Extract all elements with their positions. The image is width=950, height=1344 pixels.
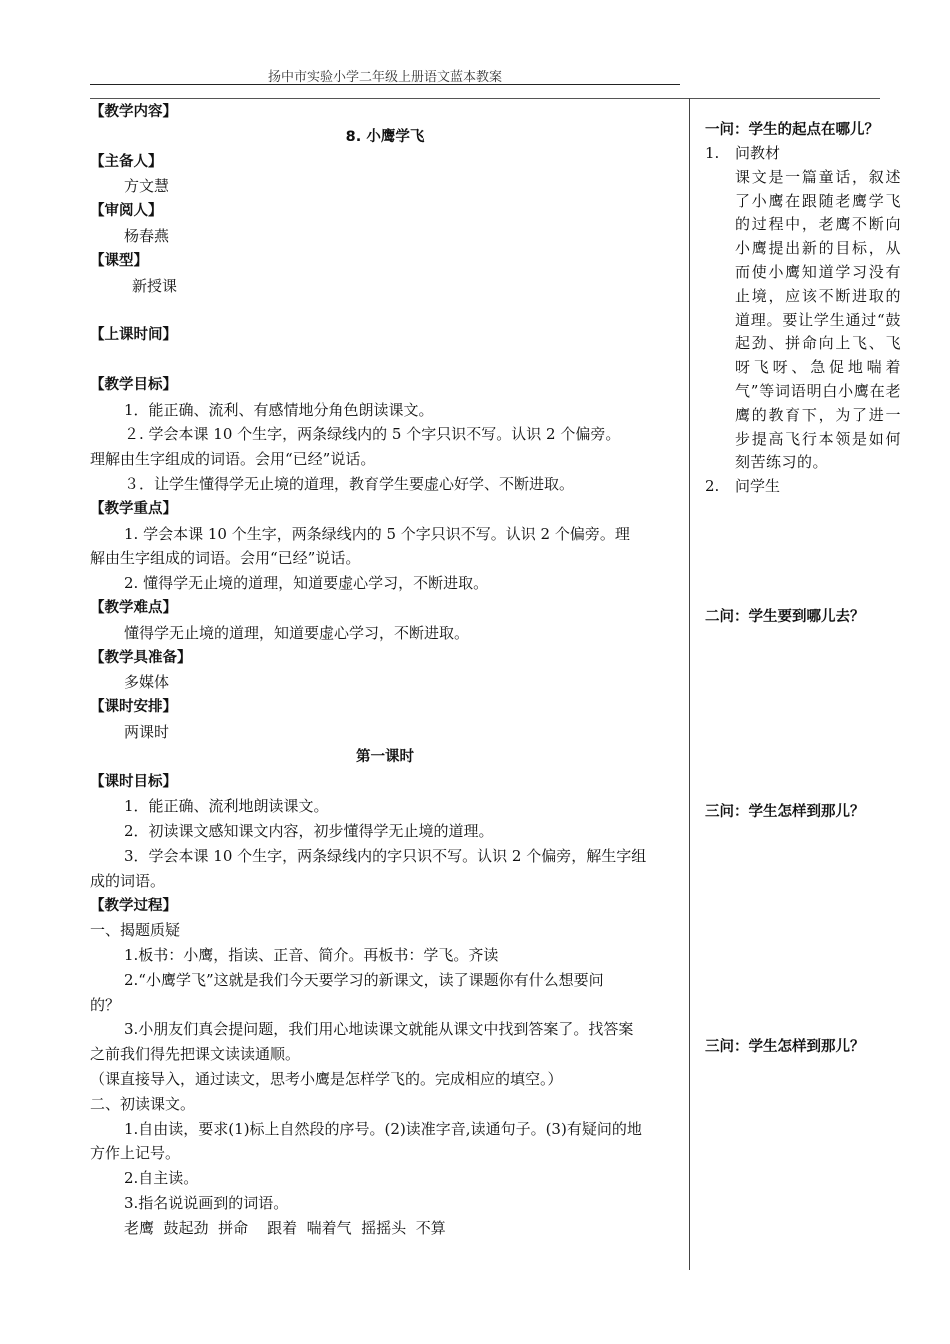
side-item-2-number: 2. [705,477,720,496]
section2-item: 2.自主读。 [124,1169,199,1188]
side-question-2: 二问：学生要到哪儿去？ [705,609,865,625]
preparer-name: 方文慧 [124,177,170,196]
goals-label: 【教学目标】 [90,376,177,393]
class-time-label: 【上课时间】 [90,327,177,344]
materials-text: 多媒体 [124,673,170,692]
lesson-title: 8. 小鹰学飞 [345,128,425,145]
key-point-item: 1. 学会本课 10 个生字，两条绿线内的 5 个字只识不写。认识 2 个偏旁。理 [124,524,630,543]
period-goal-item: 2．初读课文感知课文内容，初步懂得学无止境的道理。 [124,822,494,841]
side-item-2 [705,475,901,499]
materials-label: 【教学具准备】 [90,649,192,666]
side-notes [705,142,901,499]
key-point-item: 解由生字组成的词语。会用“已经”说话。 [90,549,361,568]
lesson-plan-main [90,100,680,1241]
section1-note: （课直接导入，通过读文，思考小鹰是怎样学飞的。完成相应的填空。） [90,1070,563,1089]
section1-item: 之前我们得先把课文读读通顺。 [90,1045,301,1064]
goal-item: 理解由生字组成的词语。会用“已经”说话。 [90,450,376,469]
period-goals-label: 【课时目标】 [90,773,177,790]
reviewer-label: 【审阅人】 [90,203,163,220]
side-question-3: 三问：学生怎样到那儿？ [705,804,865,820]
column-divider [689,98,690,1270]
section1-item: 3.小朋友们真会提问题，我们用心地读课文就能从课文中找到答案了。找答案 [124,1020,634,1039]
side-question-4: 三问：学生怎样到那儿？ [705,1039,865,1055]
side-item-2-title: 问学生 [735,477,781,496]
key-point-item: 2. 懂得学无止境的道理，知道要虚心学习，不断进取。 [124,574,489,593]
key-points-label: 【教学重点】 [90,500,177,517]
difficulty-text: 懂得学无止境的道理，知道要虚心学习，不断进取。 [124,623,470,642]
period-goal-item: 成的词语。 [90,871,166,890]
section2-item: 1.自由读，要求(1)标上自然段的序号。(2)读准字音,读通句子。(3)有疑问的地 [124,1119,642,1138]
lesson-type-label: 【课型】 [90,252,148,269]
side-item-1-number: 1. [705,144,720,162]
first-period-title: 第一课时 [356,748,414,765]
schedule-label: 【课时安排】 [90,699,177,716]
section1-title: 一、揭题质疑 [90,921,181,940]
lesson-type: 新授课 [132,276,178,295]
difficulty-label: 【教学难点】 [90,599,177,616]
process-label: 【教学过程】 [90,897,177,914]
goal-item: ２. 学会本课 10 个生字，两条绿线内的 5 个字只识不写。认识 2 个偏旁。 [124,425,621,444]
period-goal-item: 1．能正确、流利地朗读课文。 [124,797,329,816]
period-goal-item: 3．学会本课 10 个生字，两条绿线内的字只识不写。认识 2 个偏旁，解生字组 [124,846,647,865]
side-item-1 [705,142,901,166]
section1-item: 2.“小鹰学飞”这就是我们今天要学习的新课文，读了课题你有什么想要问 [124,970,604,989]
header-rule [90,84,680,85]
table-top-rule [90,98,880,99]
word-list: 老鹰 鼓起劲 拼命 跟着 喘着气 摇摇头 不算 [124,1218,446,1237]
goal-item: 1．能正确、流利、有感情地分角色朗读课文。 [124,400,434,419]
page-header: 扬中市实验小学二年级上册语文蓝本教案 [267,70,502,85]
preparer-label: 【主备人】 [90,153,163,170]
section2-item: 3.指名说说画到的词语。 [124,1194,289,1213]
section2-title: 二、初读课文。 [90,1094,196,1113]
section2-item: 方作上记号。 [90,1144,181,1163]
teaching-content-label: 【教学内容】 [90,104,177,120]
section1-item: 1.板书：小鹰，指读、正音、简介。再板书：学飞。齐读 [124,946,499,965]
section1-item: 的？ [90,995,121,1014]
schedule-text: 两课时 [124,722,170,741]
side-item-1-title: 问教材 [735,144,781,162]
side-question-1: 一问：学生的起点在哪儿？ [705,122,879,138]
reviewer-name: 杨春燕 [124,226,170,245]
side-item-1-text: 课文是一篇童话，叙述了小鹰在跟随老鹰学飞的过程中，老鹰不断向小鹰提出新的目标，从而使小鹰知道学习没有止境，应该不断进取的道理。要让学生通过“鼓起劲、拼命向上飞、飞呀飞呀、急促地喘着气”等词语明白小鹰在老鹰的教育下，为了进一步提高飞行本领是如何刻苦练习的。 [735,167,901,472]
goal-item: ３．让学生懂得学无止境的道理，教育学生要虚心好学、不断进取。 [124,474,575,493]
